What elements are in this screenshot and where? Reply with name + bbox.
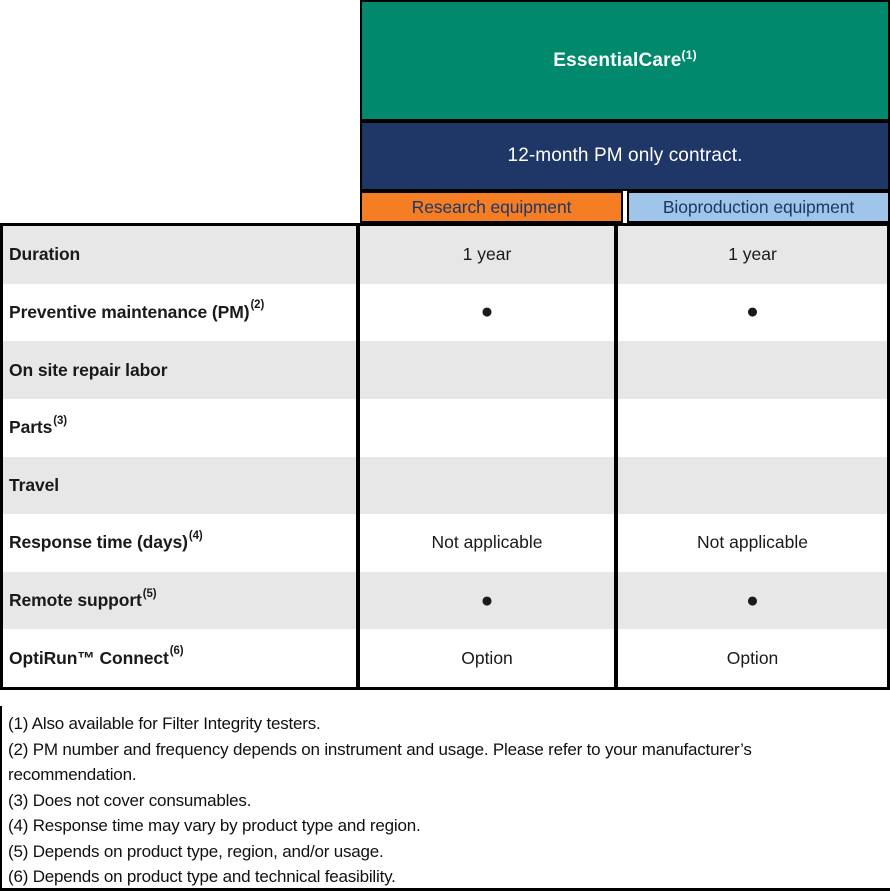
table-row-optirun-connect xyxy=(3,629,887,687)
row-label-footnote-ref: (5) xyxy=(142,587,157,600)
cell-value: ● xyxy=(746,300,759,324)
row-label-text: On site repair labor xyxy=(9,359,168,380)
row-label xyxy=(3,284,360,342)
row-label-text: Preventive maintenance (PM) xyxy=(9,301,250,322)
cell-value: Option xyxy=(360,629,618,687)
row-label-text: Remote support xyxy=(9,590,142,611)
cell-value xyxy=(360,457,618,515)
cell-value: Option xyxy=(726,647,779,668)
plan-title-footnote-ref: (1) xyxy=(681,47,697,62)
cell-value xyxy=(618,341,887,399)
cell-value xyxy=(618,399,887,457)
table-row-remote-support xyxy=(3,572,887,630)
row-label xyxy=(3,457,360,515)
row-label-text: OptiRun™ Connect xyxy=(9,647,169,668)
footnotes xyxy=(0,706,890,891)
contract-subtitle: 12-month PM only contract. xyxy=(507,145,743,166)
row-label xyxy=(3,629,360,687)
row-label-text: Travel xyxy=(9,474,59,495)
row-label xyxy=(3,226,360,284)
table-row-response-time xyxy=(3,514,887,572)
cell-value: ● xyxy=(360,572,618,630)
column-header-research-label: Research equipment xyxy=(411,196,572,217)
row-label xyxy=(3,514,360,572)
row-label-text: Response time (days) xyxy=(9,532,188,553)
column-header-bioproduction-label: Bioproduction equipment xyxy=(662,196,855,217)
comparison-table xyxy=(0,223,890,690)
row-label-text: Duration xyxy=(9,244,81,265)
cell-value xyxy=(618,457,887,515)
contract-subtitle-banner xyxy=(360,121,890,191)
footnote-line: (3) Does not cover consumables. xyxy=(8,790,252,810)
cell-value: 1 year xyxy=(728,244,777,265)
column-header-bioproduction xyxy=(627,191,890,223)
row-label-footnote-ref: (3) xyxy=(53,414,68,427)
plan-header-banner xyxy=(360,0,890,121)
row-label-text: Parts xyxy=(9,417,53,438)
cell-value: Not applicable xyxy=(697,532,808,553)
cell-value: ● xyxy=(746,588,759,612)
table-row-duration xyxy=(3,226,887,284)
footnote-line: (4) Response time may vary by product type and region. xyxy=(8,816,421,835)
cell-value: Not applicable xyxy=(360,514,618,572)
row-label-footnote-ref: (4) xyxy=(188,529,203,542)
cell-value xyxy=(360,341,618,399)
footnote-line: (1) Also available for Filter Integrity testers. xyxy=(8,714,321,733)
row-label xyxy=(3,341,360,399)
row-label xyxy=(3,572,360,630)
table-row-onsite-repair-labor xyxy=(3,341,887,399)
row-label-footnote-ref: (2) xyxy=(250,299,265,312)
plan-title xyxy=(553,47,697,72)
row-label xyxy=(3,399,360,457)
table-row-preventive-maintenance xyxy=(3,284,887,342)
footnote-line: (5) Depends on product type, region, and/or usage. xyxy=(8,841,384,861)
table-row-parts xyxy=(3,399,887,457)
cell-value xyxy=(360,399,618,457)
row-label-footnote-ref: (6) xyxy=(169,645,184,658)
plan-title-text: EssentialCare xyxy=(553,49,682,71)
column-header-research xyxy=(360,191,623,223)
table-row-travel xyxy=(3,457,887,515)
footnote-line: (2) PM number and frequency depends on instrument and usage. Please refer to your manufacturer’s recommendation. xyxy=(8,739,752,784)
footnote-line: (6) Depends on product type and technical feasibility. xyxy=(8,867,396,886)
cell-value: ● xyxy=(360,284,618,342)
cell-value: 1 year xyxy=(360,226,618,284)
